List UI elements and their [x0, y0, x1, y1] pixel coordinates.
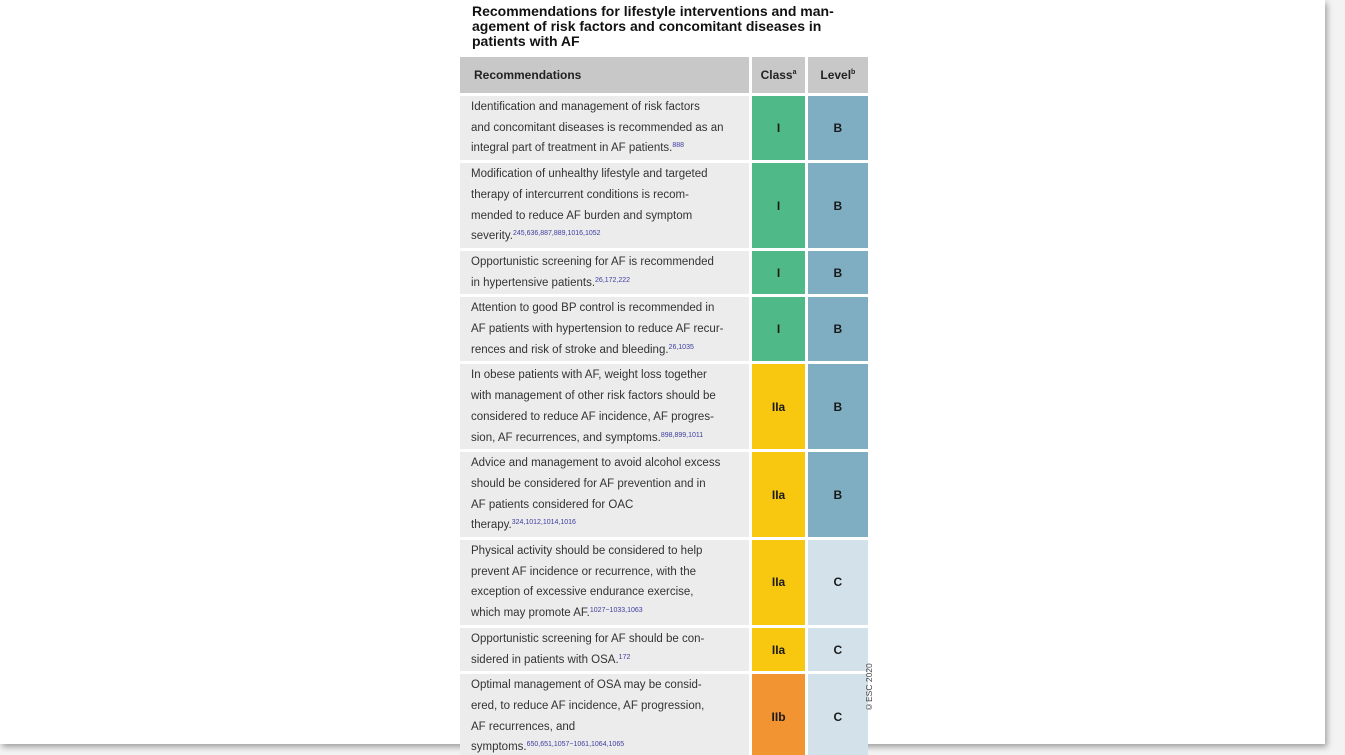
reference-citation: 888	[672, 142, 685, 150]
recommendation-line: Identification and management of risk factors	[471, 101, 700, 113]
title-line: Recommendations for lifestyle interventions and man-	[472, 3, 834, 19]
recommendation-line: Modification of unhealthy lifestyle and targeted	[471, 168, 708, 181]
recommendation-text	[460, 163, 752, 251]
recommendation-line: with management of other risk factors should be	[471, 390, 716, 403]
level-badge: B	[808, 96, 868, 163]
level-badge: B	[808, 452, 868, 540]
table-row	[460, 96, 868, 163]
recommendation-line: and concomitant diseases is recommended as an	[471, 121, 724, 134]
table-row	[460, 452, 868, 540]
class-badge: I	[752, 96, 807, 163]
table-row	[460, 251, 868, 297]
recommendation-line: Advice and management to avoid alcohol excess	[471, 457, 721, 470]
title-line: agement of risk factors and concomitant diseases in	[472, 18, 822, 34]
level-badge: B	[808, 297, 868, 364]
reference-citation: 324,1012,1014,1016	[511, 519, 576, 527]
table-header-row	[460, 57, 868, 96]
reference-citation: 1027−1033,1063	[589, 607, 643, 615]
recommendation-line: which may promote AF.	[471, 607, 590, 620]
recommendation-line: therapy of intercurrent conditions is recom-	[471, 188, 689, 201]
class-badge: I	[752, 297, 807, 364]
reference-citation: 650,651,1057−1061,1064,1065	[526, 741, 625, 749]
reference-citation: 26,172,222	[595, 276, 631, 284]
recommendation-line: rences and risk of stroke and bleeding.	[471, 343, 669, 356]
recommendation-text	[460, 96, 752, 163]
class-badge: IIa	[752, 452, 807, 540]
recommendation-line: integral part of treatment in AF patients.	[471, 142, 673, 155]
reference-citation: 245,636,887,889,1016,1052	[512, 230, 601, 238]
class-badge: I	[752, 251, 807, 297]
class-badge: I	[752, 163, 807, 251]
recommendation-line: sidered in patients with OSA.	[471, 653, 619, 666]
recommendation-line: considered to reduce AF incidence, AF progres-	[471, 410, 714, 423]
recommendation-text	[460, 251, 752, 297]
level-badge: B	[808, 364, 868, 452]
class-badge: IIa	[752, 364, 807, 452]
recommendation-line: symptoms.	[471, 741, 527, 754]
recommendation-line: should be considered for AF prevention and in	[471, 477, 706, 490]
class-badge: IIb	[752, 674, 807, 755]
recommendation-line: prevent AF incidence or recurrence, with the	[471, 565, 697, 578]
recommendation-text	[460, 452, 752, 540]
recommendations-table	[460, 57, 868, 755]
header-level: Level$^b$	[808, 57, 868, 96]
recommendation-line: mended to reduce AF burden and symptom	[471, 209, 693, 222]
class-badge: IIa	[752, 540, 807, 628]
recommendation-line: Opportunistic screening for AF should be con-	[471, 632, 705, 645]
table-row	[460, 297, 868, 364]
copyright-notice: ©ESC 2020	[864, 663, 874, 712]
recommendation-line: in hypertensive patients.	[471, 276, 596, 289]
recommendation-line: AF recurrences, and	[471, 720, 576, 733]
header-recommendations: Recommendations	[460, 57, 752, 96]
table-row	[460, 628, 868, 674]
table-row	[460, 674, 868, 755]
reference-citation: 898,899,1011	[660, 431, 704, 439]
recommendation-line: severity.	[471, 230, 513, 243]
reference-citation: 26,1035	[668, 343, 694, 351]
recommendation-line: Optimal management of OSA may be consid-	[471, 679, 702, 692]
recommendation-line: sion, AF recurrences, and symptoms.	[471, 431, 661, 444]
recommendation-text	[460, 628, 752, 674]
recommendations-section	[460, 4, 870, 755]
level-footnote-marker: b	[851, 69, 856, 76]
recommendation-text	[460, 674, 752, 755]
recommendation-line: AF patients considered for OAC	[471, 498, 634, 511]
class-badge: IIa	[752, 628, 807, 674]
title-line: patients with AF	[472, 33, 580, 49]
recommendation-line: exception of excessive endurance exercise,	[471, 586, 694, 599]
level-badge: B	[808, 163, 868, 251]
table-title	[472, 4, 862, 49]
recommendation-line: Attention to good BP control is recommended in	[471, 302, 715, 315]
table-row	[460, 540, 868, 628]
recommendation-line: AF patients with hypertension to reduce AF recur-	[471, 323, 724, 336]
table-row	[460, 163, 868, 251]
recommendation-line: In obese patients with AF, weight loss together	[471, 369, 707, 382]
recommendation-line: therapy.	[471, 519, 512, 532]
table-row	[460, 364, 868, 452]
level-badge: C	[808, 674, 868, 755]
recommendation-text	[460, 364, 752, 452]
header-class: Class$^a$	[752, 57, 807, 96]
recommendation-line: Physical activity should be considered to help	[471, 545, 703, 558]
level-badge: C	[808, 628, 868, 674]
level-badge: C	[808, 540, 868, 628]
class-footnote-marker: a	[792, 69, 797, 76]
recommendation-text	[460, 540, 752, 628]
level-badge: B	[808, 251, 868, 297]
reference-citation: 172	[618, 653, 631, 661]
recommendation-line: Opportunistic screening for AF is recommended	[471, 255, 714, 268]
recommendation-text	[460, 297, 752, 364]
table-body	[460, 96, 868, 755]
recommendation-line: ered, to reduce AF incidence, AF progression,	[471, 699, 705, 712]
